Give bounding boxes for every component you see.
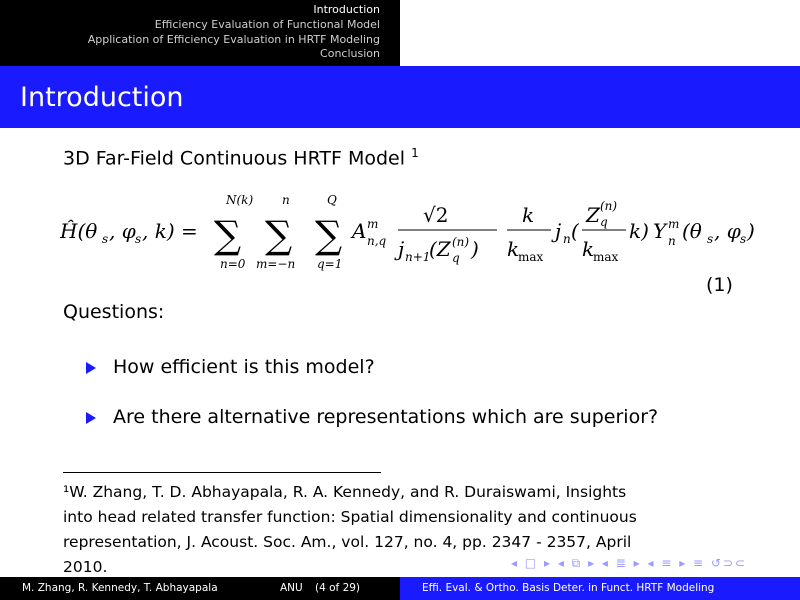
svg-text:, φ: , φ [714,219,741,243]
svg-text:(n): (n) [452,235,470,249]
coefficient-a [350,217,387,248]
equation-number: (1) [706,274,733,296]
sum-q [315,193,342,271]
svg-text:n: n [668,234,676,248]
header-right-blank [400,0,800,66]
beamer-navigation-symbols [511,556,747,571]
svg-text:s: s [135,232,142,246]
footer-left [0,577,400,600]
hrtf-equation [60,188,780,272]
svg-text:(n): (n) [600,199,618,213]
nav-section-icon[interactable]: ◂ ≡ ▸ [647,556,688,570]
svg-text:Ĥ(θ: Ĥ(θ [60,219,98,243]
nav-section-efficiency-evaluation[interactable]: Efficiency Evaluation of Functional Model [154,18,380,31]
svg-text:N(k): N(k) [226,193,254,207]
svg-text:): ) [471,237,479,261]
spherical-harmonic [653,217,755,248]
svg-text:j: j [398,237,405,261]
svg-text:k: k [522,203,535,227]
footer-authors: M. Zhang, R. Kennedy, T. Abhayapala [22,582,218,594]
svg-text:Z: Z [586,203,600,227]
model-heading-text: 3D Far-Field Continuous HRTF Model [63,147,406,170]
svg-text:n=0: n=0 [220,257,246,271]
nav-prev-frame-icon[interactable]: ◂ □ ▸ [511,556,553,570]
svg-text:A: A [352,219,367,243]
svg-text:s: s [707,232,714,246]
svg-text:, k) =: , k) = [142,219,198,243]
svg-text:q: q [452,251,460,265]
svg-text:∑: ∑ [214,213,242,257]
bullet-triangle-icon [86,362,96,374]
nav-prev-subsection-icon[interactable]: ◂ ⧉ ▸ [557,556,597,570]
footer-institution: ANU [280,582,303,594]
svg-text:Y: Y [653,219,667,243]
svg-text:q=1: q=1 [317,257,343,271]
svg-text:q: q [600,215,608,229]
svg-text:k: k [582,237,595,261]
svg-text:j: j [555,219,562,243]
footnote-divider [63,472,381,473]
svg-text:m: m [367,217,379,231]
bullet-triangle-icon [86,412,96,424]
footnote-reference[interactable]: 1 [411,146,419,160]
bullet-text: Are there alternative representations which are superior? [113,406,659,428]
svg-text:m=−n: m=−n [256,257,296,271]
slide-title: Introduction [20,82,184,113]
footer-page-number: (4 of 29) [315,582,361,594]
footer-right [400,577,800,600]
footnote-line: representation, J. Acoust. Soc. Am., vol. 127, no. 4, pp. 2347 - 2357, April [63,533,632,551]
bessel-term [551,199,649,264]
svg-text:(θ: (θ [682,219,702,243]
svg-text:k: k [507,237,520,261]
model-heading [63,146,419,169]
svg-text:(: ( [571,219,579,243]
svg-text:max: max [518,250,544,264]
footnote-line: ¹W. Zhang, T. D. Abhayapala, R. A. Kennedy, and R. Duraiswami, Insights [63,483,627,501]
nav-section-introduction[interactable]: Introduction [313,3,380,16]
sum-m [256,193,295,271]
svg-text:√2: √2 [423,203,449,227]
svg-text:∑: ∑ [265,213,293,257]
svg-text:n,q: n,q [367,234,387,248]
svg-text:, φ: , φ [109,219,136,243]
sum-n [214,193,253,271]
svg-text:(Z: (Z [429,237,451,261]
svg-text:Q: Q [327,193,337,207]
title-bar [0,66,800,128]
nav-section-application[interactable]: Application of Efficiency Evaluation in HRTF Modeling [87,33,380,46]
svg-text:∑: ∑ [315,213,343,257]
nav-section-conclusion[interactable]: Conclusion [320,47,380,60]
svg-text:m: m [668,217,680,231]
equation-lhs [60,219,198,246]
bullet-text: How efficient is this model? [113,356,375,378]
svg-text:n+1: n+1 [405,250,431,264]
footnote-line: 2010. [63,558,108,576]
svg-text:n: n [563,232,571,246]
svg-text:max: max [593,250,619,264]
nav-align-icon[interactable]: ≡ [693,556,706,570]
fraction-sqrt2 [394,203,497,265]
svg-text:s: s [740,232,747,246]
footer-short-title: Effi. Eval. & Ortho. Basis Deter. in Funct. HRTF Modeling [422,582,715,594]
footnote-line: into head related transfer function: Spatial dimensionality and continuous [63,508,637,526]
svg-text:s: s [102,232,109,246]
svg-text:): ) [747,219,755,243]
questions-label: Questions: [63,301,165,323]
nav-search-icon[interactable]: ↺⊃⊂ [710,556,748,570]
svg-text:n: n [282,193,290,207]
svg-text:k): k) [629,219,649,243]
section-navigation [0,0,400,66]
fraction-k-kmax [507,203,551,264]
nav-prev-section-icon[interactable]: ◂ ≣ ▸ [601,556,642,570]
